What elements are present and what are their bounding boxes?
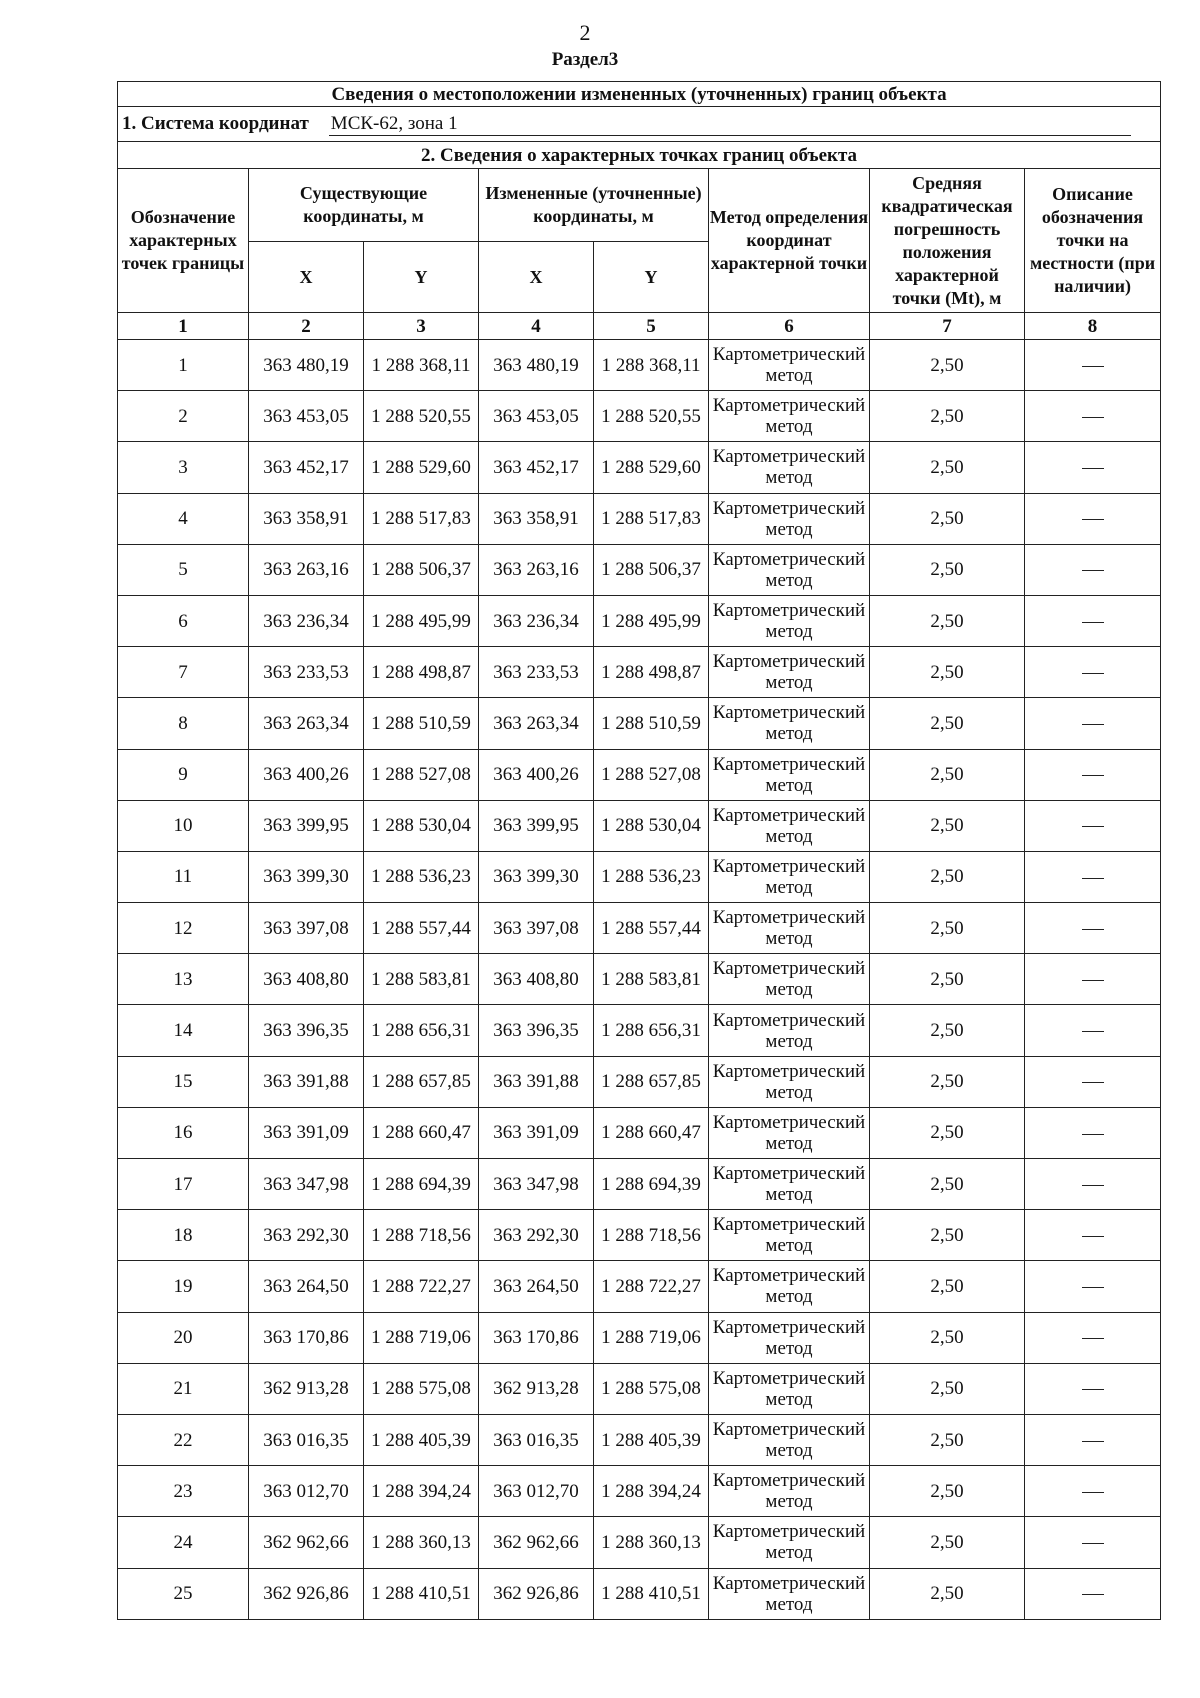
existing-x-value: 363 399,30: [249, 851, 364, 902]
point-number: 9: [118, 749, 249, 800]
empty-dash: [1082, 1389, 1104, 1390]
changed-y-value: 1 288 718,56: [594, 1210, 709, 1261]
table-row: [118, 851, 1161, 902]
existing-x-value: 363 396,35: [249, 1005, 364, 1056]
empty-dash: [1082, 1492, 1104, 1493]
point-number: 23: [118, 1466, 249, 1517]
changed-x-value: 363 397,08: [479, 903, 594, 954]
description-value: [1025, 442, 1161, 493]
table-row: [118, 1005, 1161, 1056]
changed-y-value: 1 288 410,51: [594, 1568, 709, 1619]
existing-x-value: 363 358,91: [249, 493, 364, 544]
point-number: 8: [118, 698, 249, 749]
table-row: [118, 1414, 1161, 1465]
empty-dash: [1082, 366, 1104, 367]
header-error: Средняя квадратическая погрешность положения характерной точки (Mt), м: [870, 169, 1025, 313]
existing-y-value: 1 288 694,39: [364, 1159, 479, 1210]
empty-dash: [1082, 622, 1104, 623]
existing-x-value: 362 913,28: [249, 1363, 364, 1414]
existing-x-value: 363 397,08: [249, 903, 364, 954]
table-row: [118, 544, 1161, 595]
changed-x-value: 363 480,19: [479, 340, 594, 391]
error-value: 2,50: [870, 493, 1025, 544]
changed-y-value: 1 288 719,06: [594, 1312, 709, 1363]
point-number: 3: [118, 442, 249, 493]
points-title: 2. Сведения о характерных точках границ объекта: [118, 142, 1161, 169]
empty-dash: [1082, 826, 1104, 827]
column-number: 7: [870, 313, 1025, 340]
changed-x-value: 363 358,91: [479, 493, 594, 544]
error-value: 2,50: [870, 442, 1025, 493]
existing-x-value: 363 292,30: [249, 1210, 364, 1261]
method-value: Картометрический метод: [709, 1210, 870, 1261]
changed-x-value: 363 236,34: [479, 595, 594, 646]
changed-x-value: 363 347,98: [479, 1159, 594, 1210]
changed-x-value: 363 399,30: [479, 851, 594, 902]
table-row: [118, 800, 1161, 851]
existing-y-value: 1 288 583,81: [364, 954, 479, 1005]
error-value: 2,50: [870, 749, 1025, 800]
existing-x-value: 363 400,26: [249, 749, 364, 800]
existing-x-value: 363 452,17: [249, 442, 364, 493]
existing-y-value: 1 288 527,08: [364, 749, 479, 800]
existing-x-value: 363 012,70: [249, 1466, 364, 1517]
method-value: Картометрический метод: [709, 1517, 870, 1568]
method-value: Картометрический метод: [709, 647, 870, 698]
error-value: 2,50: [870, 1466, 1025, 1517]
point-number: 16: [118, 1107, 249, 1158]
existing-y-value: 1 288 368,11: [364, 340, 479, 391]
method-value: Картометрический метод: [709, 544, 870, 595]
changed-x-value: 363 016,35: [479, 1414, 594, 1465]
error-value: 2,50: [870, 391, 1025, 442]
table-row: [118, 340, 1161, 391]
description-value: [1025, 1210, 1161, 1261]
column-number: 4: [479, 313, 594, 340]
description-value: [1025, 1414, 1161, 1465]
empty-dash: [1082, 1134, 1104, 1135]
changed-y-value: 1 288 394,24: [594, 1466, 709, 1517]
changed-x-value: 363 012,70: [479, 1466, 594, 1517]
existing-x-value: 363 236,34: [249, 595, 364, 646]
error-value: 2,50: [870, 698, 1025, 749]
description-value: [1025, 903, 1161, 954]
table-row: [118, 1517, 1161, 1568]
changed-x-value: 363 453,05: [479, 391, 594, 442]
description-value: [1025, 544, 1161, 595]
existing-y-value: 1 288 498,87: [364, 647, 479, 698]
error-value: 2,50: [870, 800, 1025, 851]
existing-y-value: 1 288 718,56: [364, 1210, 479, 1261]
changed-y-value: 1 288 506,37: [594, 544, 709, 595]
empty-dash: [1082, 417, 1104, 418]
existing-y-value: 1 288 536,23: [364, 851, 479, 902]
empty-dash: [1082, 1594, 1104, 1595]
table-row: [118, 1568, 1161, 1619]
table-row: [118, 391, 1161, 442]
existing-y-value: 1 288 360,13: [364, 1517, 479, 1568]
error-value: 2,50: [870, 1414, 1025, 1465]
description-value: [1025, 1107, 1161, 1158]
changed-y-value: 1 288 530,04: [594, 800, 709, 851]
description-value: [1025, 1466, 1161, 1517]
changed-y-value: 1 288 510,59: [594, 698, 709, 749]
point-number: 15: [118, 1056, 249, 1107]
changed-y-value: 1 288 368,11: [594, 340, 709, 391]
changed-x-value: 363 396,35: [479, 1005, 594, 1056]
existing-x-value: 362 926,86: [249, 1568, 364, 1619]
page-number: 2: [579, 20, 591, 45]
boundary-points-table: [117, 81, 1161, 1620]
existing-y-value: 1 288 394,24: [364, 1466, 479, 1517]
method-value: Картометрический метод: [709, 698, 870, 749]
error-value: 2,50: [870, 903, 1025, 954]
column-number: 6: [709, 313, 870, 340]
error-value: 2,50: [870, 595, 1025, 646]
table-row: [118, 1107, 1161, 1158]
column-number: 3: [364, 313, 479, 340]
description-value: [1025, 1517, 1161, 1568]
description-value: [1025, 1056, 1161, 1107]
existing-x-value: 363 399,95: [249, 800, 364, 851]
table-row: [118, 1210, 1161, 1261]
description-value: [1025, 800, 1161, 851]
existing-x-value: 363 480,19: [249, 340, 364, 391]
method-value: Картометрический метод: [709, 1363, 870, 1414]
changed-x-value: 363 399,95: [479, 800, 594, 851]
header-changed: Измененные (уточненные) координаты, м: [479, 169, 709, 242]
header-existing-x: X: [249, 242, 364, 313]
table-row: [118, 1466, 1161, 1517]
changed-x-value: 363 400,26: [479, 749, 594, 800]
error-value: 2,50: [870, 340, 1025, 391]
changed-y-value: 1 288 405,39: [594, 1414, 709, 1465]
description-value: [1025, 1363, 1161, 1414]
error-value: 2,50: [870, 851, 1025, 902]
table-row: [118, 903, 1161, 954]
existing-x-value: 363 391,88: [249, 1056, 364, 1107]
method-value: Картометрический метод: [709, 340, 870, 391]
existing-x-value: 363 347,98: [249, 1159, 364, 1210]
method-value: Картометрический метод: [709, 1414, 870, 1465]
existing-y-value: 1 288 657,85: [364, 1056, 479, 1107]
existing-y-value: 1 288 557,44: [364, 903, 479, 954]
header-designation: Обозначение характерных точек границы: [118, 169, 249, 313]
column-number: 5: [594, 313, 709, 340]
empty-dash: [1082, 724, 1104, 725]
existing-x-value: 363 263,16: [249, 544, 364, 595]
empty-dash: [1082, 1441, 1104, 1442]
description-value: [1025, 493, 1161, 544]
existing-y-value: 1 288 530,04: [364, 800, 479, 851]
header-existing: Существующие координаты, м: [249, 169, 479, 242]
existing-y-value: 1 288 506,37: [364, 544, 479, 595]
changed-y-value: 1 288 694,39: [594, 1159, 709, 1210]
header-description: Описание обозначения точки на местности (при наличии): [1025, 169, 1161, 313]
error-value: 2,50: [870, 1568, 1025, 1619]
empty-dash: [1082, 1031, 1104, 1032]
table-row: [118, 1261, 1161, 1312]
existing-y-value: 1 288 656,31: [364, 1005, 479, 1056]
changed-y-value: 1 288 575,08: [594, 1363, 709, 1414]
existing-y-value: 1 288 719,06: [364, 1312, 479, 1363]
existing-y-value: 1 288 575,08: [364, 1363, 479, 1414]
changed-y-value: 1 288 557,44: [594, 903, 709, 954]
point-number: 11: [118, 851, 249, 902]
point-number: 5: [118, 544, 249, 595]
changed-x-value: 363 233,53: [479, 647, 594, 698]
changed-x-value: 363 263,16: [479, 544, 594, 595]
description-value: [1025, 647, 1161, 698]
changed-y-value: 1 288 360,13: [594, 1517, 709, 1568]
header-changed-x: X: [479, 242, 594, 313]
empty-dash: [1082, 1082, 1104, 1083]
column-number: 1: [118, 313, 249, 340]
column-numbers-row: [118, 313, 1161, 340]
error-value: 2,50: [870, 1517, 1025, 1568]
point-number: 25: [118, 1568, 249, 1619]
point-number: 24: [118, 1517, 249, 1568]
point-number: 20: [118, 1312, 249, 1363]
changed-y-value: 1 288 536,23: [594, 851, 709, 902]
empty-dash: [1082, 1338, 1104, 1339]
table-row: [118, 749, 1161, 800]
empty-dash: [1082, 1236, 1104, 1237]
method-value: Картометрический метод: [709, 1261, 870, 1312]
empty-dash: [1082, 929, 1104, 930]
changed-y-value: 1 288 520,55: [594, 391, 709, 442]
coord-system-row: [118, 107, 1161, 142]
empty-dash: [1082, 1287, 1104, 1288]
description-value: [1025, 698, 1161, 749]
changed-y-value: 1 288 517,83: [594, 493, 709, 544]
changed-y-value: 1 288 583,81: [594, 954, 709, 1005]
changed-y-value: 1 288 722,27: [594, 1261, 709, 1312]
method-value: Картометрический метод: [709, 851, 870, 902]
point-number: 2: [118, 391, 249, 442]
table-row: [118, 595, 1161, 646]
table-title: Сведения о местоположении измененных (уточненных) границ объекта: [118, 82, 1161, 107]
coord-system-value: МСК-62, зона 1: [329, 113, 1131, 136]
changed-y-value: 1 288 495,99: [594, 595, 709, 646]
table-row: [118, 647, 1161, 698]
empty-dash: [1082, 570, 1104, 571]
changed-x-value: 362 962,66: [479, 1517, 594, 1568]
header-method: Метод определения координат характерной точки: [709, 169, 870, 313]
point-number: 22: [118, 1414, 249, 1465]
description-value: [1025, 1312, 1161, 1363]
changed-x-value: 363 263,34: [479, 698, 594, 749]
existing-x-value: 363 233,53: [249, 647, 364, 698]
empty-dash: [1082, 1543, 1104, 1544]
empty-dash: [1082, 878, 1104, 879]
changed-y-value: 1 288 529,60: [594, 442, 709, 493]
empty-dash: [1082, 1185, 1104, 1186]
method-value: Картометрический метод: [709, 954, 870, 1005]
existing-y-value: 1 288 495,99: [364, 595, 479, 646]
changed-y-value: 1 288 498,87: [594, 647, 709, 698]
header-existing-y: Y: [364, 242, 479, 313]
changed-x-value: 363 391,88: [479, 1056, 594, 1107]
description-value: [1025, 340, 1161, 391]
existing-x-value: 363 408,80: [249, 954, 364, 1005]
empty-dash: [1082, 775, 1104, 776]
existing-y-value: 1 288 510,59: [364, 698, 479, 749]
error-value: 2,50: [870, 647, 1025, 698]
description-value: [1025, 1159, 1161, 1210]
changed-x-value: 363 292,30: [479, 1210, 594, 1261]
changed-y-value: 1 288 527,08: [594, 749, 709, 800]
point-number: 21: [118, 1363, 249, 1414]
method-value: Картометрический метод: [709, 493, 870, 544]
error-value: 2,50: [870, 1056, 1025, 1107]
method-value: Картометрический метод: [709, 1005, 870, 1056]
method-value: Картометрический метод: [709, 749, 870, 800]
error-value: 2,50: [870, 1107, 1025, 1158]
existing-y-value: 1 288 520,55: [364, 391, 479, 442]
existing-x-value: 363 264,50: [249, 1261, 364, 1312]
description-value: [1025, 1568, 1161, 1619]
method-value: Картометрический метод: [709, 1056, 870, 1107]
point-number: 4: [118, 493, 249, 544]
table-row: [118, 442, 1161, 493]
point-number: 19: [118, 1261, 249, 1312]
changed-y-value: 1 288 656,31: [594, 1005, 709, 1056]
empty-dash: [1082, 980, 1104, 981]
point-number: 14: [118, 1005, 249, 1056]
error-value: 2,50: [870, 1005, 1025, 1056]
error-value: 2,50: [870, 1159, 1025, 1210]
method-value: Картометрический метод: [709, 442, 870, 493]
existing-x-value: 363 016,35: [249, 1414, 364, 1465]
point-number: 6: [118, 595, 249, 646]
existing-x-value: 363 263,34: [249, 698, 364, 749]
point-number: 10: [118, 800, 249, 851]
table-row: [118, 1056, 1161, 1107]
coord-system-label: 1. Система координат: [122, 112, 309, 134]
empty-dash: [1082, 673, 1104, 674]
empty-dash: [1082, 519, 1104, 520]
description-value: [1025, 749, 1161, 800]
table-row: [118, 698, 1161, 749]
method-value: Картометрический метод: [709, 903, 870, 954]
description-value: [1025, 1261, 1161, 1312]
method-value: Картометрический метод: [709, 1159, 870, 1210]
changed-y-value: 1 288 660,47: [594, 1107, 709, 1158]
existing-x-value: 362 962,66: [249, 1517, 364, 1568]
table-row: [118, 1159, 1161, 1210]
point-number: 1: [118, 340, 249, 391]
changed-x-value: 363 408,80: [479, 954, 594, 1005]
point-number: 17: [118, 1159, 249, 1210]
method-value: Картометрический метод: [709, 1568, 870, 1619]
point-number: 7: [118, 647, 249, 698]
error-value: 2,50: [870, 954, 1025, 1005]
table-row: [118, 1363, 1161, 1414]
method-value: Картометрический метод: [709, 391, 870, 442]
existing-x-value: 363 453,05: [249, 391, 364, 442]
changed-x-value: 362 926,86: [479, 1568, 594, 1619]
description-value: [1025, 391, 1161, 442]
changed-x-value: 362 913,28: [479, 1363, 594, 1414]
method-value: Картометрический метод: [709, 1107, 870, 1158]
existing-y-value: 1 288 529,60: [364, 442, 479, 493]
existing-x-value: 363 170,86: [249, 1312, 364, 1363]
table-row: [118, 493, 1161, 544]
description-value: [1025, 595, 1161, 646]
column-number: 2: [249, 313, 364, 340]
existing-y-value: 1 288 410,51: [364, 1568, 479, 1619]
method-value: Картометрический метод: [709, 1466, 870, 1517]
error-value: 2,50: [870, 1363, 1025, 1414]
changed-x-value: 363 264,50: [479, 1261, 594, 1312]
existing-y-value: 1 288 405,39: [364, 1414, 479, 1465]
header-changed-y: Y: [594, 242, 709, 313]
table-row: [118, 1312, 1161, 1363]
empty-dash: [1082, 468, 1104, 469]
error-value: 2,50: [870, 1312, 1025, 1363]
method-value: Картометрический метод: [709, 1312, 870, 1363]
existing-y-value: 1 288 722,27: [364, 1261, 479, 1312]
error-value: 2,50: [870, 544, 1025, 595]
point-number: 18: [118, 1210, 249, 1261]
method-value: Картометрический метод: [709, 800, 870, 851]
error-value: 2,50: [870, 1210, 1025, 1261]
existing-y-value: 1 288 660,47: [364, 1107, 479, 1158]
error-value: 2,50: [870, 1261, 1025, 1312]
method-value: Картометрический метод: [709, 595, 870, 646]
existing-x-value: 363 391,09: [249, 1107, 364, 1158]
point-number: 13: [118, 954, 249, 1005]
description-value: [1025, 1005, 1161, 1056]
column-number: 8: [1025, 313, 1161, 340]
description-value: [1025, 954, 1161, 1005]
description-value: [1025, 851, 1161, 902]
existing-y-value: 1 288 517,83: [364, 493, 479, 544]
changed-x-value: 363 170,86: [479, 1312, 594, 1363]
section-title: Раздел3: [551, 49, 619, 70]
changed-x-value: 363 391,09: [479, 1107, 594, 1158]
table-row: [118, 954, 1161, 1005]
changed-y-value: 1 288 657,85: [594, 1056, 709, 1107]
point-number: 12: [118, 903, 249, 954]
changed-x-value: 363 452,17: [479, 442, 594, 493]
